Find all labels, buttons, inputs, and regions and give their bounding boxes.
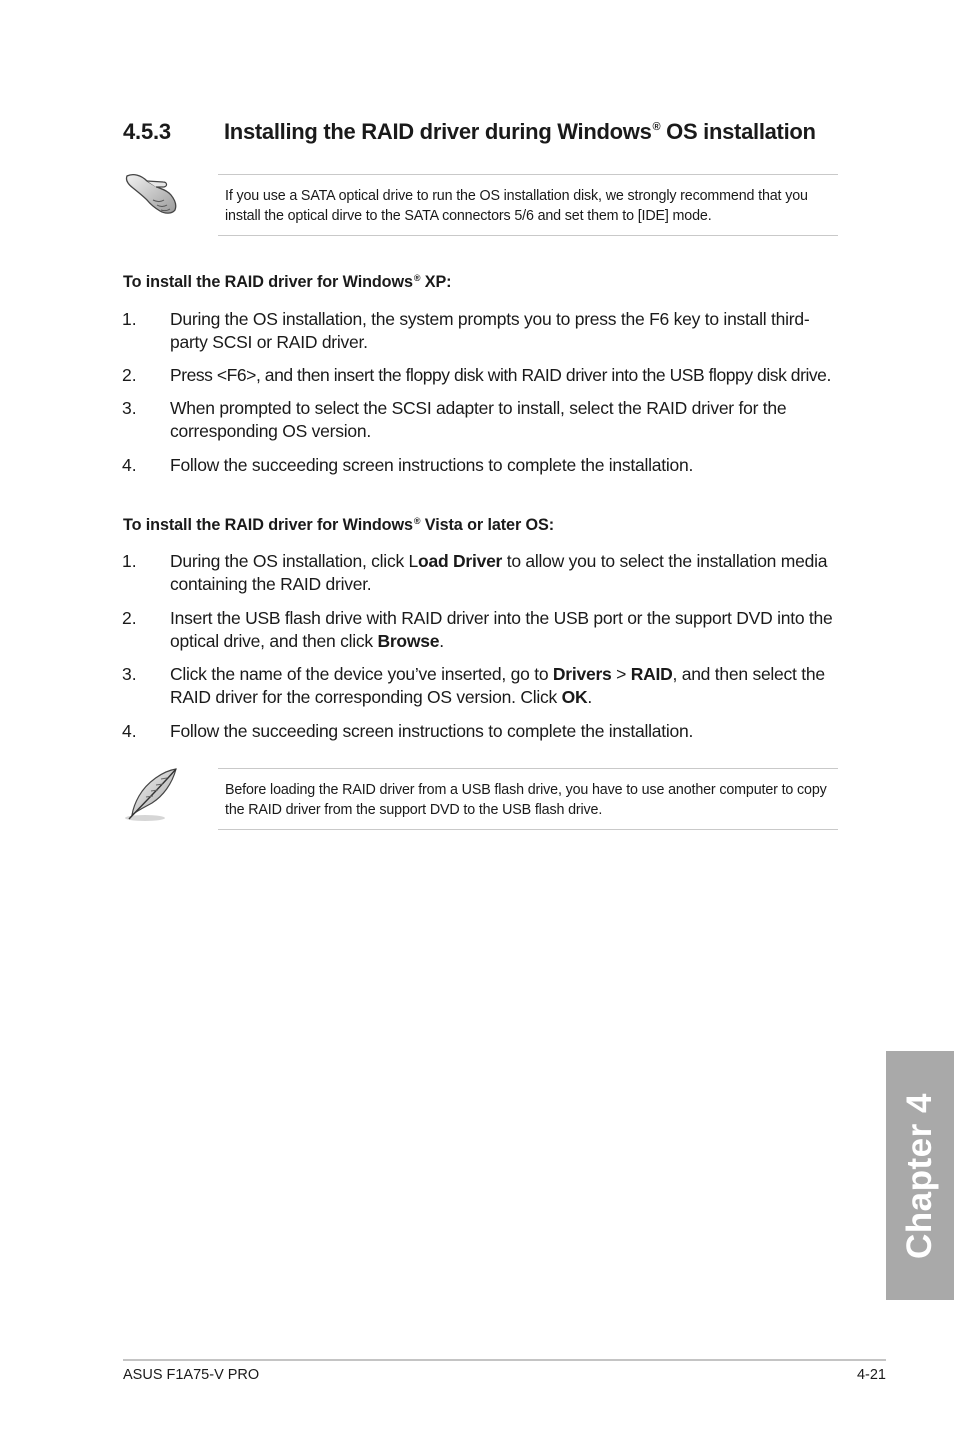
footer-product-name: ASUS F1A75-V PRO	[123, 1367, 260, 1383]
chapter-tab	[886, 1051, 954, 1300]
ui-term-load-driver: oad Driver	[418, 551, 503, 571]
step-number: 2.	[122, 365, 137, 385]
ui-term-browse: Browse	[377, 631, 440, 651]
subheading-windows-vista: To install the RAID driver for Windows® Vista or later OS:	[123, 516, 555, 534]
step-number: 4.	[122, 455, 137, 475]
footer-divider	[123, 1359, 886, 1361]
feather-quill-icon	[123, 766, 181, 822]
note-box-usb	[218, 768, 838, 830]
note-box-sata	[218, 174, 838, 236]
step-text: Insert the USB flash drive with RAID driver into the USB port or the support DVD into the optical drive, and then click Browse.	[170, 608, 833, 651]
step-number: 2.	[122, 608, 137, 628]
step-text: During the OS installation, click Load Driver to allow you to select the installation media containing the RAID driver.	[170, 551, 828, 594]
step-text: When prompted to select the SCSI adapter to install, select the RAID driver for the corresponding OS version.	[170, 398, 787, 441]
ui-term-raid: RAID	[630, 664, 673, 684]
registered-mark: ®	[652, 121, 661, 133]
step-number: 3.	[122, 398, 137, 418]
section-number: 4.5.3	[123, 119, 171, 144]
registered-mark: ®	[413, 273, 421, 283]
step-number: 4.	[122, 721, 137, 741]
registered-mark: ®	[413, 516, 421, 526]
step-number: 1.	[122, 309, 137, 329]
section-title: Installing the RAID driver during Windows® OS installation	[224, 119, 816, 144]
chapter-tab-label: Chapter 4	[900, 1092, 939, 1259]
footer-page-number: 4-21	[856, 1367, 886, 1383]
subheading-windows-xp: To install the RAID driver for Windows® XP:	[123, 273, 452, 291]
step-text: Press <F6>, and then insert the floppy disk with RAID driver into the USB floppy disk drive.	[170, 365, 831, 385]
hand-pointing-icon	[123, 170, 181, 226]
ui-term-ok: OK	[561, 687, 588, 707]
step-number: 1.	[122, 551, 137, 571]
note-text: If you use a SATA optical drive to run the OS installation disk, we strongly recommend that you install the optical dirve to the SATA connectors 5/6 and set them to [IDE] mode.	[225, 188, 808, 224]
step-number: 3.	[122, 664, 137, 684]
note-text: Before loading the RAID driver from a USB flash drive, you have to use another computer to copy the RAID driver from the support DVD to the USB flash drive.	[225, 782, 827, 818]
step-text: Click the name of the device you’ve inserted, go to Drivers > RAID, and then select the RAID driver for the corresponding OS version. Click OK.	[170, 664, 825, 707]
step-text: During the OS installation, the system prompts you to press the F6 key to install third-party SCSI or RAID driver.	[170, 309, 810, 352]
step-text: Follow the succeeding screen instructions to complete the installation.	[170, 455, 694, 475]
step-text: Follow the succeeding screen instructions to complete the installation.	[170, 721, 694, 741]
ui-term-drivers: Drivers	[552, 664, 612, 684]
